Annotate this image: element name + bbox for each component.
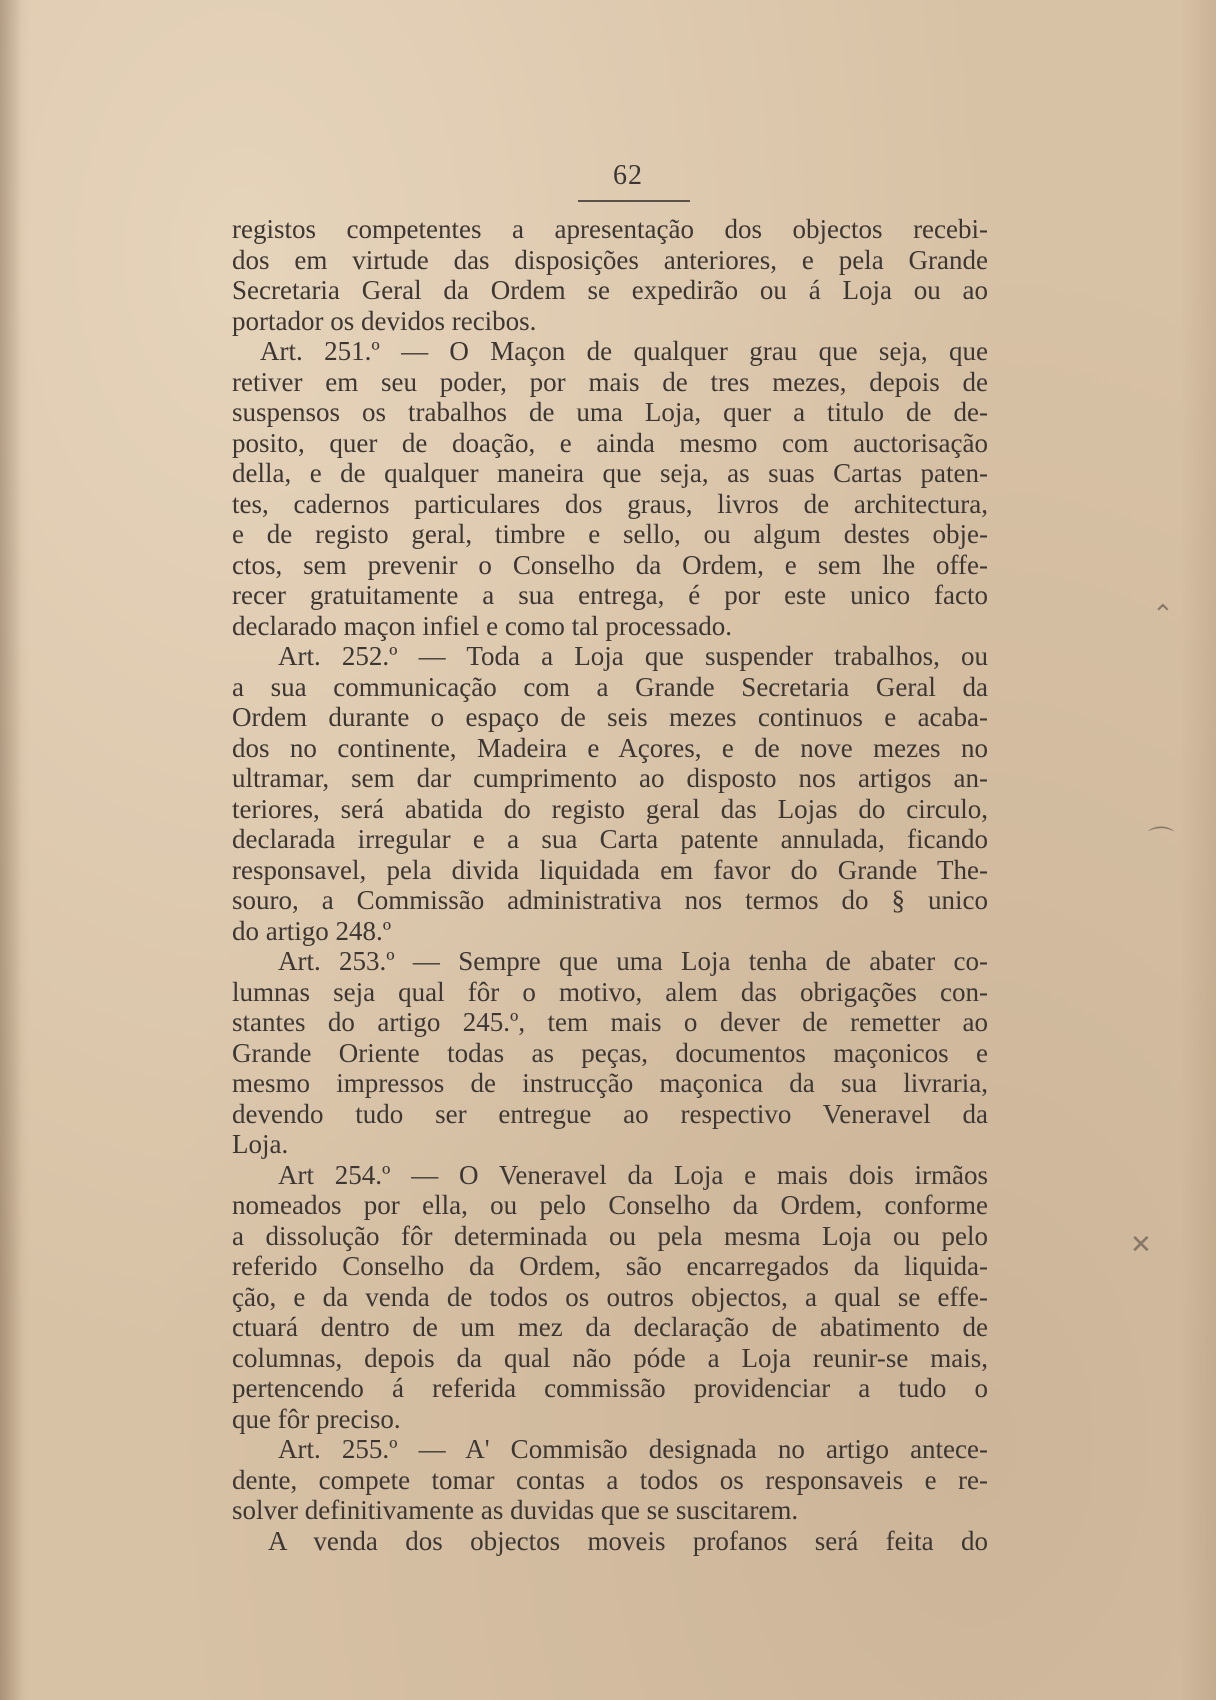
text-line: Secretaria Geral da Ordem se expedirão ou á Loja ou ao [232, 275, 988, 305]
text-line: solver definitivamente as duvidas que se suscitarem. [232, 1495, 799, 1525]
text-line: devendo tudo ser entregue ao respectivo Veneravel da [232, 1098, 988, 1129]
text-line: A venda dos objectos moveis profanos será feita do [268, 1525, 988, 1556]
text-line: registos competentes a apresentação dos objectos recebi- [232, 214, 988, 244]
text-line: Art. 253.º — Sempre que uma Loja tenha de abater co- [278, 946, 988, 976]
margin-mark-icon: ⌒ [1148, 826, 1175, 856]
text-line: Ordem durante o espaço de seis mezes continuos e acaba- [232, 702, 988, 732]
text-line: ctuará dentro de um mez da declaração de abatimento de [232, 1312, 988, 1342]
text-line: a sua communicação com a Grande Secretaria Geral da [232, 671, 988, 702]
text-line: Art 254.º — O Veneravel da Loja e mais dois irmãos [278, 1159, 988, 1190]
page-number: 62 [613, 160, 643, 191]
text-line: suspensos os trabalhos de uma Loja, quer a titulo de de- [232, 397, 988, 427]
text-line: stantes do artigo 245.º, tem mais o dever de remetter ao [232, 1007, 988, 1037]
text-line: ção, e da venda de todos os outros objectos, a qual se effe- [232, 1281, 988, 1312]
text-line: Loja. [232, 1129, 289, 1159]
text-line: nomeados por ella, ou pelo Conselho da Ordem, conforme [232, 1190, 988, 1220]
text-line: teriores, será abatida do registo geral das Lojas do circulo, [232, 793, 988, 824]
text-line: declarada irregular e a sua Carta patente annulada, ficando [232, 824, 988, 854]
text-line: tes, cadernos particulares dos graus, livros de architectura, [232, 488, 988, 519]
text-line: responsavel, pela divida liquidada em favor do Grande The- [232, 854, 988, 885]
text-line: declarado maçon infiel e como tal processado. [232, 610, 733, 641]
margin-mark-icon: ✕ [1130, 1230, 1152, 1260]
text-line: pertencendo á referida commissão providenciar a tudo o [232, 1373, 988, 1403]
text-line: ctos, sem prevenir o Conselho da Ordem, e sem lhe offe- [232, 549, 988, 580]
text-line: portador os devidos recibos. [232, 305, 537, 336]
text-line: Art. 251.º — O Maçon de qualquer grau que seja, que [260, 336, 988, 366]
text-line: dos no continente, Madeira e Açores, e de nove mezes no [232, 732, 988, 763]
text-line: retiver em seu poder, por mais de tres mezes, depois de [232, 366, 988, 397]
text-line: Art. 255.º — A' Commisão designada no artigo antece- [278, 1434, 988, 1464]
text-line: lumnas seja qual fôr o motivo, alem das obrigações con- [232, 976, 988, 1007]
body-text [232, 214, 988, 1556]
page-number-rule [578, 200, 690, 202]
margin-mark-icon: ⌃ [1152, 600, 1174, 630]
text-line: dos em virtude das disposições anteriores, e pela Grande [232, 244, 988, 275]
text-line: della, e de qualquer maneira que seja, as suas Cartas paten- [232, 458, 988, 488]
text-line: souro, a Commissão administrativa nos termos do § unico [232, 885, 988, 915]
text-line: e de registo geral, timbre e sello, ou algum destes obje- [232, 519, 988, 549]
text-line: Grande Oriente todas as peças, documentos maçonicos e [232, 1037, 988, 1068]
text-line: dente, compete tomar contas a todos os responsaveis e re- [232, 1464, 988, 1495]
text-line: columnas, depois da qual não póde a Loja reunir-se mais, [232, 1342, 988, 1373]
page-edge-shadow [0, 0, 22, 1700]
text-line: a dissolução fôr determinada ou pela mesma Loja ou pelo [232, 1220, 988, 1251]
text-line: que fôr preciso. [232, 1403, 401, 1434]
text-line: recer gratuitamente a sua entrega, é por este unico facto [232, 580, 988, 610]
text-line: mesmo impressos de instrucção maçonica da sua livraria, [232, 1068, 988, 1098]
text-line: do artigo 248.º [232, 915, 392, 946]
text-line: posito, quer de doação, e ainda mesmo com auctorisação [232, 427, 988, 458]
text-line: Art. 252.º — Toda a Loja que suspender trabalhos, ou [278, 641, 988, 671]
text-line: referido Conselho da Ordem, são encarregados da liquida- [232, 1251, 988, 1281]
text-line: ultramar, sem dar cumprimento ao disposto nos artigos an- [232, 763, 988, 793]
